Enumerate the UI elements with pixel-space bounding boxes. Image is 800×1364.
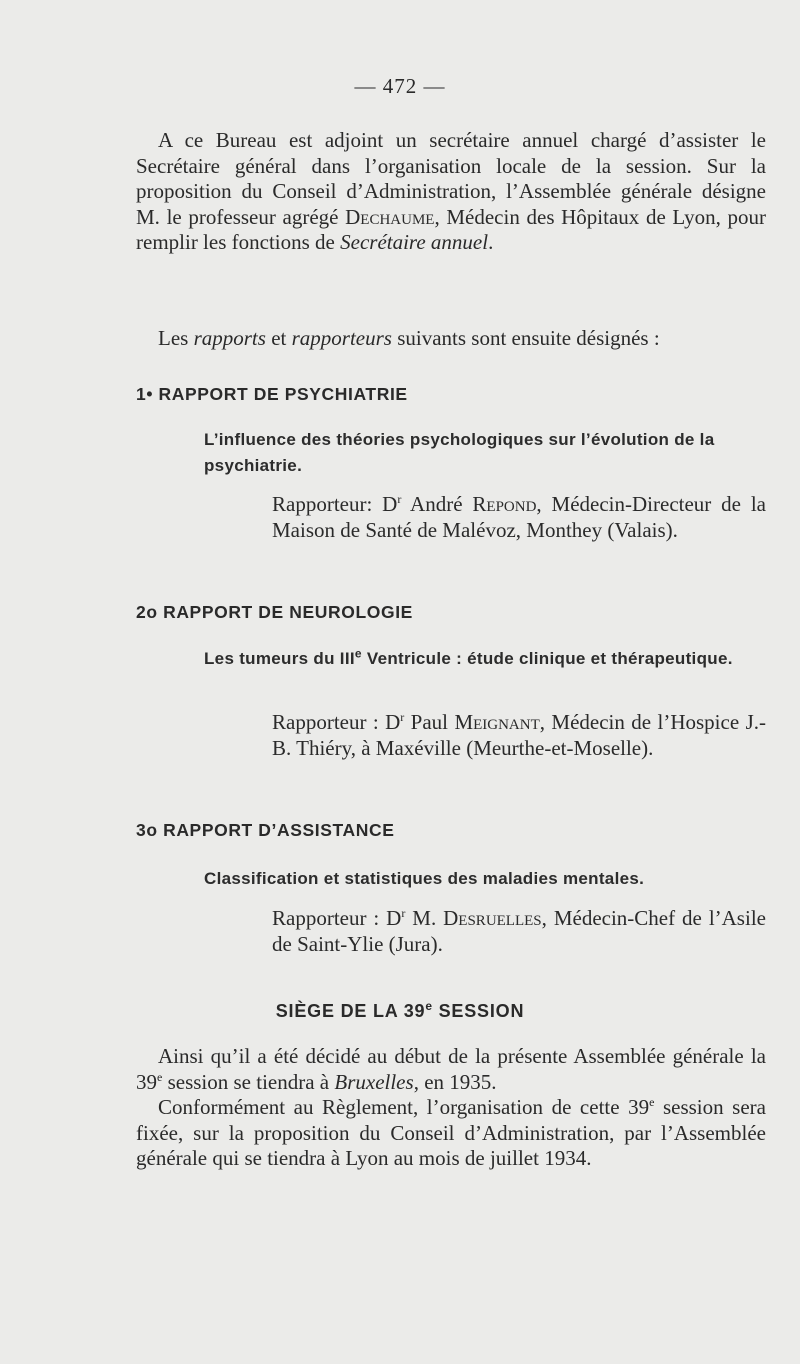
person-name: Desruelles (443, 906, 542, 930)
report-heading-neurology: 2o RAPPORT DE NEUROLOGIE (136, 602, 413, 622)
report-reporter-assistance: Rapporteur : $D^r$ M. Desruelles, Médecin-Chef de l’Asile de Saint-Ylie (Jura). (272, 906, 766, 956)
report-subject-psychiatry: L’influence des théories psychologiques sur l’évolution de la psychiatrie. (204, 430, 715, 475)
report-subject-neurology: Les tumeurs du IIIe Ventricule : étude clinique et thérapeutique. (204, 646, 733, 668)
reports-intro-paragraph: Les rapports et rapporteurs suivants sont ensuite désignés : (158, 326, 660, 350)
report-heading-assistance: 3o RAPPORT D’ASSISTANCE (136, 820, 395, 840)
role-title: Secrétaire annuel (340, 230, 489, 254)
city-name: Bruxelles (334, 1069, 414, 1094)
person-name: Meignant (454, 710, 540, 734)
session-heading: SIÈGE DE LA 39e SESSION (275, 999, 525, 1021)
session-paragraph-1: Ainsi qu’il a été décidé au début de la présente Assemblée générale la 39e session se tiendra à Bruxelles, en 1935. (136, 1044, 766, 1094)
report-reporter-neurology: Rapporteur : $D^r$ Paul Meignant, Médecin de l’Hospice J.-B. Thiéry, à Maxéville (Meurthe-et-Moselle). (272, 710, 766, 760)
report-heading-psychiatry: 1• RAPPORT DE PSYCHIATRIE (136, 384, 408, 404)
person-name: Dechaume (345, 204, 435, 229)
session-paragraph-2: Conformément au Règlement, l’organisation de cette 39e session sera fixée, sur la proposition du Conseil d’Administration, par l’Assemblée générale qui se tiendra à Lyon au mois de juillet 1934. (136, 1095, 766, 1170)
report-subject-assistance: Classification et statistiques des maladies mentales. (204, 869, 645, 888)
page-number: — 472 — (354, 74, 446, 98)
person-name: Repond (472, 492, 537, 516)
intro-paragraph: A ce Bureau est adjoint un secrétaire annuel chargé d’assister le Secrétaire général dans l’organisation locale de la session. Sur la proposition du Conseil d’Administration, l’Assemblée générale désigne M. le professeur agrégé Dechaume, Médecin des Hôpitaux de Lyon, pour remplir les fonctions de Secrétaire annuel. (136, 128, 766, 254)
report-reporter-psychiatry: Rapporteur: $D^r$ André Repond, Médecin-Directeur de la Maison de Santé de Malévoz, Monthey (Valais). (272, 492, 766, 542)
